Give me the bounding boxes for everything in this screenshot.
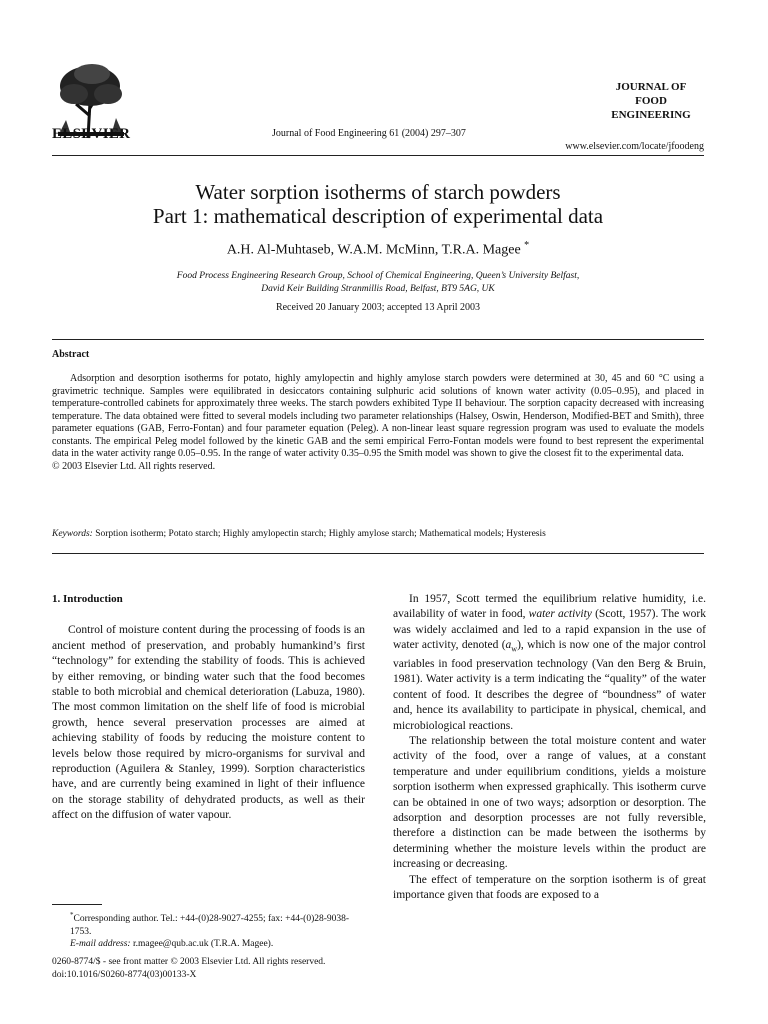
term-water-activity: water activity bbox=[528, 608, 592, 621]
title-line: Water sorption isotherms of starch powders bbox=[195, 180, 561, 204]
affiliation-line: David Keir Building Stranmillis Road, Belfast, BT9 5AG, UK bbox=[261, 284, 495, 294]
footnote-mark: * bbox=[70, 911, 74, 919]
article-title bbox=[52, 180, 704, 228]
body-paragraph: The effect of temperature on the sorption isotherm is of great importance given that foods are exposed to a bbox=[393, 873, 706, 902]
email-line bbox=[52, 938, 365, 951]
footnote-divider bbox=[52, 904, 102, 905]
footnote-text: Corresponding author. Tel.: +44-(0)28-9027-4255; fax: +44-(0)28-9038-1753. bbox=[70, 914, 350, 937]
abstract-paragraph: Adsorption and desorption isotherms for potato, highly amylopectin and highly amylose starch powders were determined at 30, 45 and 60 °C using a gravimetric technique. Samples were equilibrated in desiccators containing sulphuric acid solutions of known water activity (0.05–0.95), and placed in temperature-controlled cabinets for approximately three weeks. The starch powders exhibited Type II behaviour. The sorption capacity decreased with increasing temperature. The data obtained were fitted to several models including two parameter relationships (Halsey, Oswin, Henderson, Modified-BET and Smith), three parameter equations (GAB, Ferro-Fontan) and four parameter equation (Peleg). A non-linear least square regression program was used to evaluate the models constants. The empirical Peleg model followed by the kinetic GAB and the semi empirical Ferro-Fontan models were found to best represent the experimental data in the water activity range 0.05–0.95. In the range of water activity 0.35–0.95 the Smith model was shown to give the closest fit to the experimental data. bbox=[52, 373, 704, 459]
issn-line: 0260-8774/$ - see front matter © 2003 Elsevier Ltd. All rights reserved. bbox=[52, 957, 326, 967]
corresponding-author-note bbox=[52, 909, 365, 938]
journal-name-line: ENGINEERING bbox=[611, 109, 691, 121]
right-column bbox=[393, 592, 706, 903]
title-line: Part 1: mathematical description of experimental data bbox=[152, 204, 604, 228]
corresponding-author-mark[interactable]: * bbox=[524, 240, 530, 251]
authors-text: A.H. Al-Muhtaseb, W.A.M. McMinn, T.R.A. Magee bbox=[226, 242, 521, 258]
front-matter bbox=[52, 956, 325, 981]
body-paragraph: Control of moisture content during the processing of foods is an ancient method of preservation, and probably humankind’s first “technology” for extending the stability of foods. This is achieved by either removing, or binding water such that the food becomes stable to both microbial and chemical deterioration (Labuza, 1980). The most common limitation on the shelf life of food is microbial growth, hence several preservation processes are aimed at achieving stability of foods by reducing the moisture content to levels below those required by micro-organisms for survival and reproduction (Aguilera & Stanley, 1999). Sorption characteristics have, and are currently being examined in light of their influence on the storage stability of dehydrated products, as well as their affect on the diffusion of water vapour. bbox=[52, 624, 365, 822]
footnote bbox=[52, 909, 365, 951]
email-suffix: (T.R.A. Magee). bbox=[208, 939, 274, 950]
section-heading: 1. Introduction bbox=[52, 593, 123, 605]
header-divider bbox=[52, 155, 704, 156]
text-run: In 1957, Scott termed the equilibrium relative humidity, i.e. availability of water in food, bbox=[393, 593, 706, 621]
symbol-aw: a bbox=[505, 639, 512, 652]
journal-url-link[interactable]: www.elsevier.com/locate/jfoodeng bbox=[565, 141, 704, 152]
abstract-body bbox=[52, 373, 704, 473]
text-run: (Scott, 1957). The work was widely acclaimed and led to a rapid expansion in the use of water activity, denoted ( bbox=[393, 608, 706, 652]
author-list bbox=[52, 240, 704, 259]
journal-name-line: FOOD bbox=[635, 95, 667, 107]
keywords bbox=[52, 529, 704, 539]
affiliation bbox=[52, 270, 704, 296]
body-paragraph bbox=[393, 592, 706, 734]
affiliation-line: Food Process Engineering Research Group, School of Chemical Engineering, Queen’s University Belfast, bbox=[176, 271, 580, 281]
journal-citation: Journal of Food Engineering 61 (2004) 297–307 bbox=[272, 128, 466, 139]
abstract-bottom-divider bbox=[52, 553, 704, 554]
journal-name-line: JOURNAL OF bbox=[615, 81, 687, 93]
received-dates: Received 20 January 2003; accepted 13 April 2003 bbox=[275, 302, 481, 313]
symbol-aw-subscript: w bbox=[511, 644, 518, 654]
abstract-heading: Abstract bbox=[52, 349, 90, 360]
keywords-text: Sorption isotherm; Potato starch; Highly amylopectin starch; Highly amylose starch; Mathematical models; Hysteresis bbox=[92, 529, 546, 539]
keywords-label: Keywords: bbox=[52, 529, 93, 539]
text-run: ), which is now one of the major control variables in food preservation technology (Van den Berg & Bruin, 1981). Water activity is a term indicating the “quality” of the water content of food. It describes the degree of “boundness” of water and, hence its availability to participate in physical, chemical, and microbiological reactions. bbox=[393, 639, 707, 732]
email-link[interactable]: r.magee@qub.ac.uk bbox=[132, 939, 209, 950]
publisher-name: ELSEVIER bbox=[52, 126, 131, 142]
abstract-top-divider bbox=[52, 339, 704, 340]
left-column bbox=[52, 592, 365, 824]
abstract-copyright: © 2003 Elsevier Ltd. All rights reserved. bbox=[52, 460, 216, 472]
journal-name bbox=[596, 80, 706, 122]
doi-line[interactable]: doi:10.1016/S0260-8774(03)00133-X bbox=[52, 969, 197, 980]
body-paragraph: The relationship between the total moisture content and water activity of the food, over a range of values, at a constant temperature and under equilibrium conditions, yields a moisture sorption isotherm when expressed graphically. This isotherm curve can be obtained in one of two ways; adsorption or desorption. The adsorption and desorption processes are not fully reversible, therefore a distinction can be made between the isotherms by determining whether the moisture levels within the product are increasing or decreasing. bbox=[393, 734, 706, 871]
email-label: E-mail address: bbox=[70, 939, 131, 950]
